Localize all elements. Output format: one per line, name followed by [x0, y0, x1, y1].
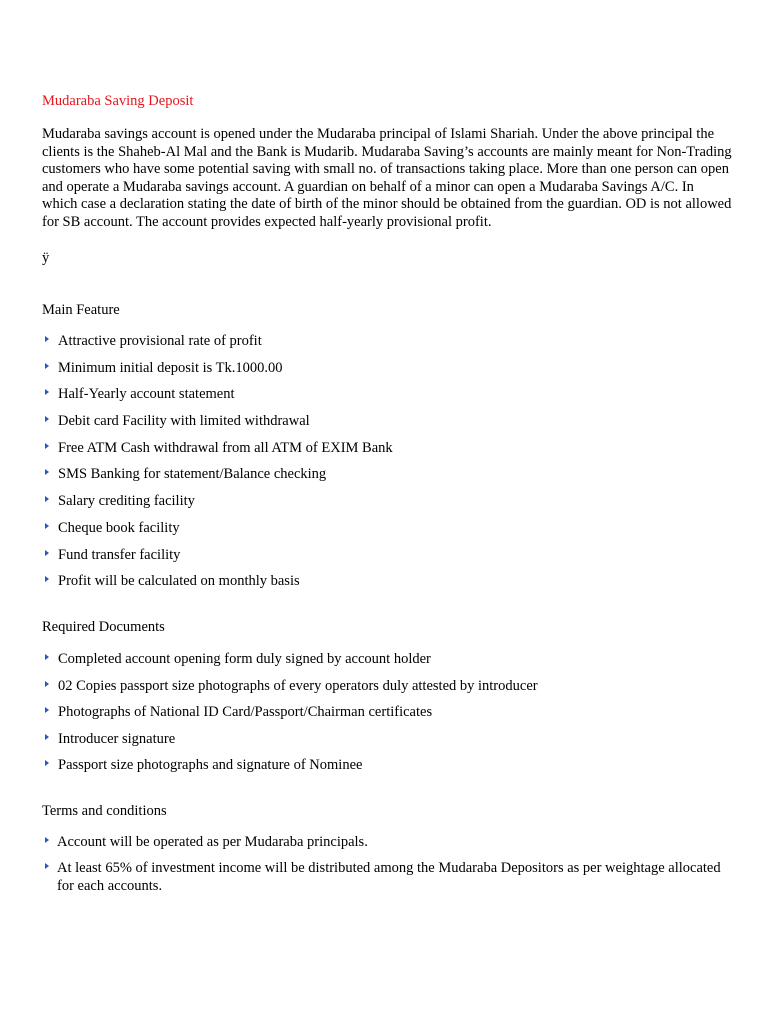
triangle-bullet-icon — [45, 837, 49, 843]
list-item: Attractive provisional rate of profit — [42, 332, 732, 359]
terms-heading: Terms and conditions — [42, 803, 167, 819]
triangle-bullet-icon — [45, 416, 49, 422]
list-item: Completed account opening form duly signed by account holder — [42, 650, 732, 677]
list-item: Salary crediting facility — [42, 492, 732, 519]
triangle-bullet-icon — [45, 654, 49, 660]
stray-character: ÿ — [42, 250, 50, 266]
list-item: Fund transfer facility — [42, 546, 732, 573]
list-item: Minimum initial deposit is Tk.1000.00 — [42, 359, 732, 386]
triangle-bullet-icon — [45, 389, 49, 395]
list-item: Profit will be calculated on monthly basis — [42, 572, 732, 599]
list-item: Cheque book facility — [42, 519, 732, 546]
triangle-bullet-icon — [45, 363, 49, 369]
triangle-bullet-icon — [45, 863, 49, 869]
triangle-bullet-icon — [45, 734, 49, 740]
triangle-bullet-icon — [45, 760, 49, 766]
list-item: Debit card Facility with limited withdrawal — [42, 412, 732, 439]
triangle-bullet-icon — [45, 681, 49, 687]
main-feature-list — [42, 332, 732, 599]
list-item: Photographs of National ID Card/Passport/Chairman certificates — [42, 703, 732, 730]
list-item: Introducer signature — [42, 730, 732, 757]
list-item: 02 Copies passport size photographs of every operators duly attested by introducer — [42, 677, 732, 704]
triangle-bullet-icon — [45, 523, 49, 529]
triangle-bullet-icon — [45, 469, 49, 475]
list-item: SMS Banking for statement/Balance checking — [42, 465, 732, 492]
required-documents-heading: Required Documents — [42, 619, 165, 635]
triangle-bullet-icon — [45, 496, 49, 502]
list-item: Passport size photographs and signature of Nominee — [42, 756, 732, 783]
document-title: Mudaraba Saving Deposit — [42, 93, 194, 109]
list-item: Free ATM Cash withdrawal from all ATM of EXIM Bank — [42, 439, 732, 466]
triangle-bullet-icon — [45, 443, 49, 449]
terms-list — [42, 833, 732, 903]
triangle-bullet-icon — [45, 707, 49, 713]
list-item: At least 65% of investment income will be distributed among the Mudaraba Depositors as per weightage allocated for each accounts. — [42, 859, 732, 895]
list-item: Half-Yearly account statement — [42, 385, 732, 412]
list-item: Account will be operated as per Mudaraba principals. — [42, 833, 732, 851]
intro-paragraph: Mudaraba savings account is opened under the Mudaraba principal of Islami Shariah. Under the above principal the clients is the Shaheb-Al Mal and the Bank is Mudarib. Mudaraba Saving’s accounts are mainly meant for Non-Trading customers who have some potential saving with small no. of transactions taking place. More than one person can open and operate a Mudaraba savings account. A guardian on behalf of a minor can open a Mudaraba Savings A/C. In which case a declaration stating the date of birth of the minor should be obtained from the guardian. OD is not allowed for SB account. The account provides expected half-yearly provisional profit. — [42, 126, 732, 230]
triangle-bullet-icon — [45, 336, 49, 342]
triangle-bullet-icon — [45, 576, 49, 582]
triangle-bullet-icon — [45, 550, 49, 556]
required-documents-list — [42, 650, 732, 783]
main-feature-heading: Main Feature — [42, 302, 120, 318]
